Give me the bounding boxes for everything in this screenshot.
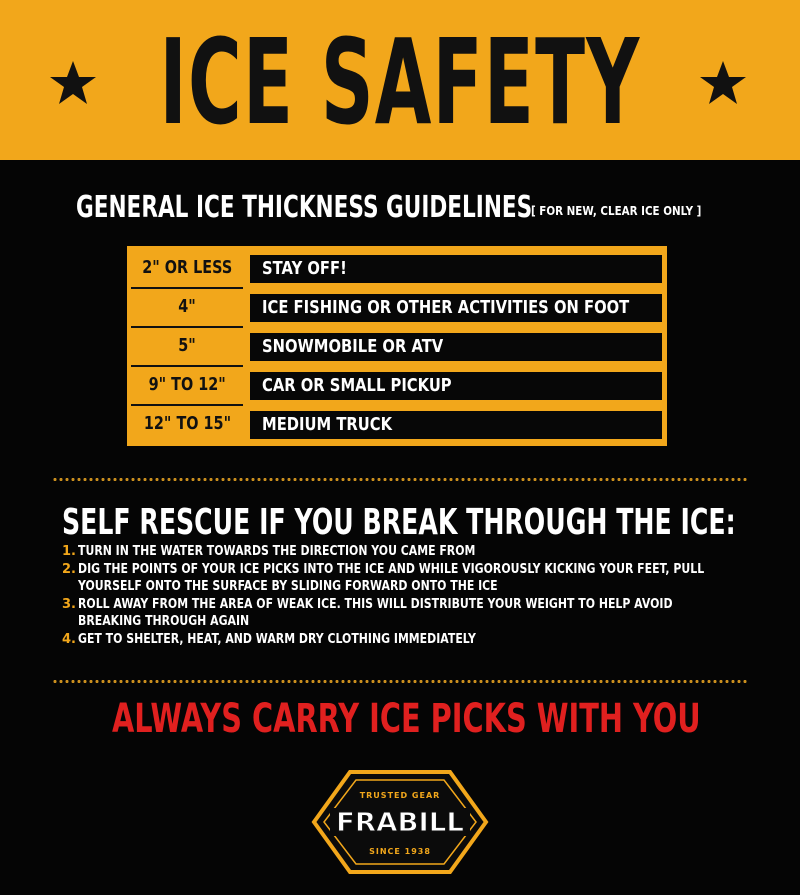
dotted-divider <box>52 680 748 683</box>
thickness-cell: 9" TO 12" <box>148 374 226 395</box>
thickness-cell: 5" <box>178 335 196 356</box>
step-text: GET TO SHELTER, HEAT, AND WARM DRY CLOTHING IMMEDIATELY <box>78 631 476 647</box>
step-number: 3. <box>62 596 76 612</box>
table-row <box>131 367 663 403</box>
list-item <box>62 631 752 649</box>
step-text: TURN IN THE WATER TOWARDS THE DIRECTION YOU CAME FROM <box>78 544 476 559</box>
step-number: 2. <box>62 561 76 577</box>
logo-brand: FRABILL <box>336 808 464 838</box>
guidelines-title: GENERAL ICE THICKNESS GUIDELINES <box>76 190 533 225</box>
thickness-cell: 4" <box>178 296 196 317</box>
star-icon <box>698 58 748 108</box>
logo-top-text: TRUSTED GEAR <box>359 791 441 800</box>
activity-cell: MEDIUM TRUCK <box>249 410 663 440</box>
activity-cell: ICE FISHING OR OTHER ACTIVITIES ON FOOT <box>249 293 663 323</box>
activity-cell: SNOWMOBILE OR ATV <box>249 332 663 362</box>
table-row <box>131 250 663 286</box>
step-text-continued: BREAKING THROUGH AGAIN <box>78 614 250 629</box>
rescue-title: SELF RESCUE IF YOU BREAK THROUGH THE ICE: <box>62 502 736 543</box>
guidelines-heading <box>76 190 710 230</box>
list-item <box>62 561 752 596</box>
table-row <box>131 289 663 325</box>
list-item <box>62 543 752 561</box>
page-title: ICE SAFETY <box>159 13 641 151</box>
rescue-steps <box>62 543 752 648</box>
step-text-continued: YOURSELF ONTO THE SURFACE BY SLIDING FORWARD ONTO THE ICE <box>78 579 498 594</box>
star-icon <box>48 58 98 108</box>
title-banner <box>0 0 800 160</box>
activity-cell: STAY OFF! <box>249 254 663 284</box>
step-number: 1. <box>62 544 76 559</box>
step-text: ROLL AWAY FROM THE AREA OF WEAK ICE. THIS WILL DISTRIBUTE YOUR WEIGHT TO HELP AVOID <box>78 596 673 612</box>
table-row <box>131 328 663 364</box>
step-text: DIG THE POINTS OF YOUR ICE PICKS INTO THE ICE AND WHILE VIGOROUSLY KICKING YOUR FEET, PULL <box>78 561 705 577</box>
frabill-logo <box>310 768 490 876</box>
tagline: ALWAYS CARRY ICE PICKS WITH YOU <box>112 696 701 742</box>
table-row <box>131 406 663 442</box>
thickness-table <box>127 246 667 446</box>
step-number: 4. <box>62 631 76 647</box>
logo-bottom-text: SINCE 1938 <box>369 847 431 856</box>
thickness-cell: 2" OR LESS <box>142 257 233 278</box>
dotted-divider <box>52 478 748 481</box>
thickness-cell: 12" TO 15" <box>143 413 231 434</box>
guidelines-note: [ FOR NEW, CLEAR ICE ONLY ] <box>531 204 702 218</box>
list-item <box>62 596 752 631</box>
activity-cell: CAR OR SMALL PICKUP <box>249 371 663 401</box>
